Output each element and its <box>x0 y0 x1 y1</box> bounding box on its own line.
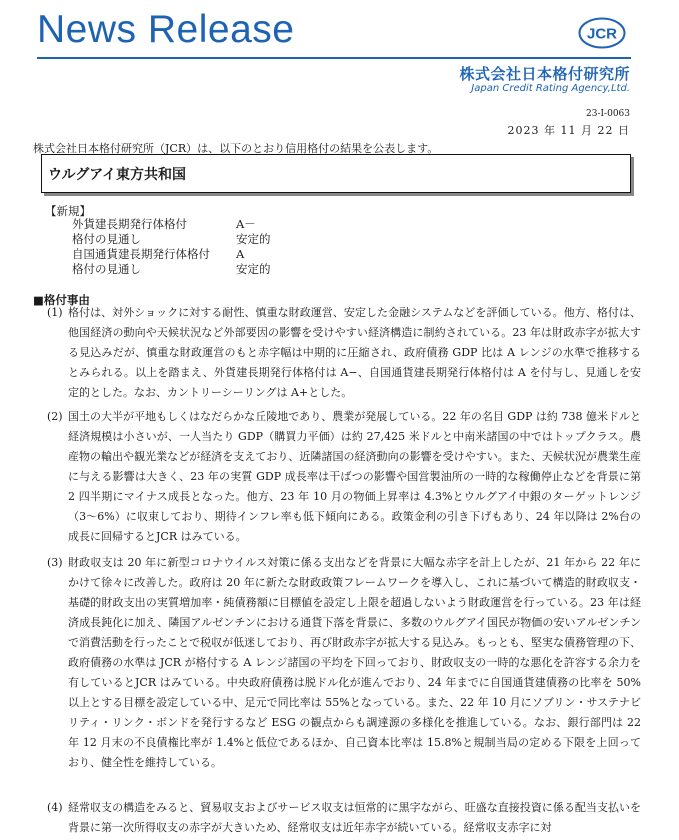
rating-value: A－ <box>236 217 256 231</box>
rating-value: 安定的 <box>236 232 271 246</box>
paragraph-number: (1) <box>47 306 63 319</box>
rating-row <box>72 232 271 247</box>
rating-table <box>72 217 271 277</box>
release-date: 2023 年 11 月 22 日 <box>507 124 630 137</box>
rating-label: 格付の見通し <box>72 232 141 246</box>
jcr-logo-icon <box>578 17 626 49</box>
news-release-title: News Release <box>37 8 295 51</box>
company-name-en: Japan Credit Rating Agency,Ltd. <box>471 83 630 94</box>
logo-text: JCR <box>586 25 618 43</box>
reason-paragraph <box>33 553 641 773</box>
rating-label: 格付の見通し <box>72 262 141 276</box>
paragraph-text: 財政収支は 20 年に新型コロナウイルス対策に係る支出などを背景に大幅な赤字を計上したが、21 年から 22 年にかけて徐々に改善した。政府は 20 年に新たな財政政策フレームワークを導入し、これに基づいて構造的財政収支・基礎的財政支出の実質増加率・純債務額に目標値を設定し上限を超過しないよう財政運営を行っている。23 年は経済成長鈍化に加え、隣国アルゼンチンにおける通貨下落を背景に、多数のウルグアイ国民が物価の安いアルゼンチンで消費活動を行ったことで税収が低迷しており、再び財政赤字が拡大する見込み。もっとも、堅実な債務管理の下、政府債務の水準は JCR が格付する A レンジ諸国の平均を下回っており、財政収支の一時的な悪化を許容する余力を有しているとJCR はみている。中央政府債務は脱ドル化が進んでおり、24 年までに自国通貨建債務の比率を 50%以上とする目標を設定している中、足元で同比率は 55%となっている。また、22 年 10 月にソブリン・サステナビリティ・リンク・ボンドを発行するなど ESG の観点からも調達源の多様化を推進している。なお、銀行部門は 22 年 12 月末の不良債権比率が 1.4%と低位であるほか、自己資本比率は 15.8%と規制当局の定める下限を上回っており、健全性を維持している。 <box>68 556 641 769</box>
company-name-jp: 株式会社日本格付研究所 <box>459 65 630 83</box>
paragraph-text: 格付は、対外ショックに対する耐性、慎重な財政運営、安定した金融システムなどを評価している。他方、格付は、他国経済の動向や天候状況など外部要因の影響を受けやすい経済構造に制約されている。23 年は財政赤字が拡大する見込みだが、慎重な財政運営のもと赤字幅は中期的に圧縮され、政府債務 GDP 比は A レンジの水準で推移するとみられる。以上を踏まえ、外貨建長期発行体格付は A−、自国通貨建長期発行体格付は A を付与し、見通しを安定的とした。なお、カントリーシーリングは A+とした。 <box>68 306 641 399</box>
paragraph-number: (4) <box>47 801 63 814</box>
rating-value: A <box>236 247 245 261</box>
reason-paragraph <box>33 407 641 547</box>
intro-text: 株式会社日本格付研究所（JCR）は、以下のとおり信用格付の結果を公表します。 <box>33 142 439 155</box>
rating-reasons-heading: ■格付事由 <box>33 293 90 307</box>
rating-label: 自国通貨建長期発行体格付 <box>72 247 210 261</box>
paragraph-text: 国土の大半が平地もしくはなだらかな丘陵地であり、農業が発展している。22 年の名目 GDP は約 738 億米ドルと経済規模は小さいが、一人当たり GDP（購買力平価）は約 27,425 米ドルと中南米諸国の中ではトップクラス。農産物の輸出や観光業などが経済を支えており、近隣諸国の経済動向の影響を受けやすい。また、天候状況が農業生産に与える影響は大きく、23 年の実質 GDP 成長率は干ばつの影響や国営製油所の一時的な稼働停止などを背景に第 2 四半期にマイナス成長となった。他方、23 年 10 月の物価上昇率は 4.3%とウルグアイ中銀のターゲットレンジ（3～6%）に収束しており、期待インフレ率も低下傾向にある。政策金利の引き下げもあり、24 年以降は 2%台の成長に回帰するとJCR はみている。 <box>68 410 641 543</box>
paragraph-number: (3) <box>47 556 63 569</box>
reason-paragraph <box>33 798 641 838</box>
rating-row <box>72 217 271 232</box>
rating-row <box>72 247 271 262</box>
header-divider <box>37 57 631 59</box>
rating-value: 安定的 <box>236 262 271 276</box>
entity-name-box <box>41 154 631 193</box>
document-number: 23-I-0063 <box>586 109 630 119</box>
company-block <box>459 66 630 95</box>
rating-label: 外貨建長期発行体格付 <box>72 217 187 231</box>
entity-name: ウルグアイ東方共和国 <box>48 166 187 183</box>
reason-paragraph <box>33 303 641 403</box>
rating-row <box>72 262 271 277</box>
new-label: 【新規】 <box>45 204 91 218</box>
paragraph-number: (2) <box>47 410 63 423</box>
paragraph-text: 経常収支の構造をみると、貿易収支およびサービス収支は恒常的に黒字ながら、旺盛な直接投資に係る配当支払いを背景に第一次所得収支の赤字が大きいため、経常収支は近年赤字が続いている。経常収支赤字に対 <box>68 801 641 834</box>
